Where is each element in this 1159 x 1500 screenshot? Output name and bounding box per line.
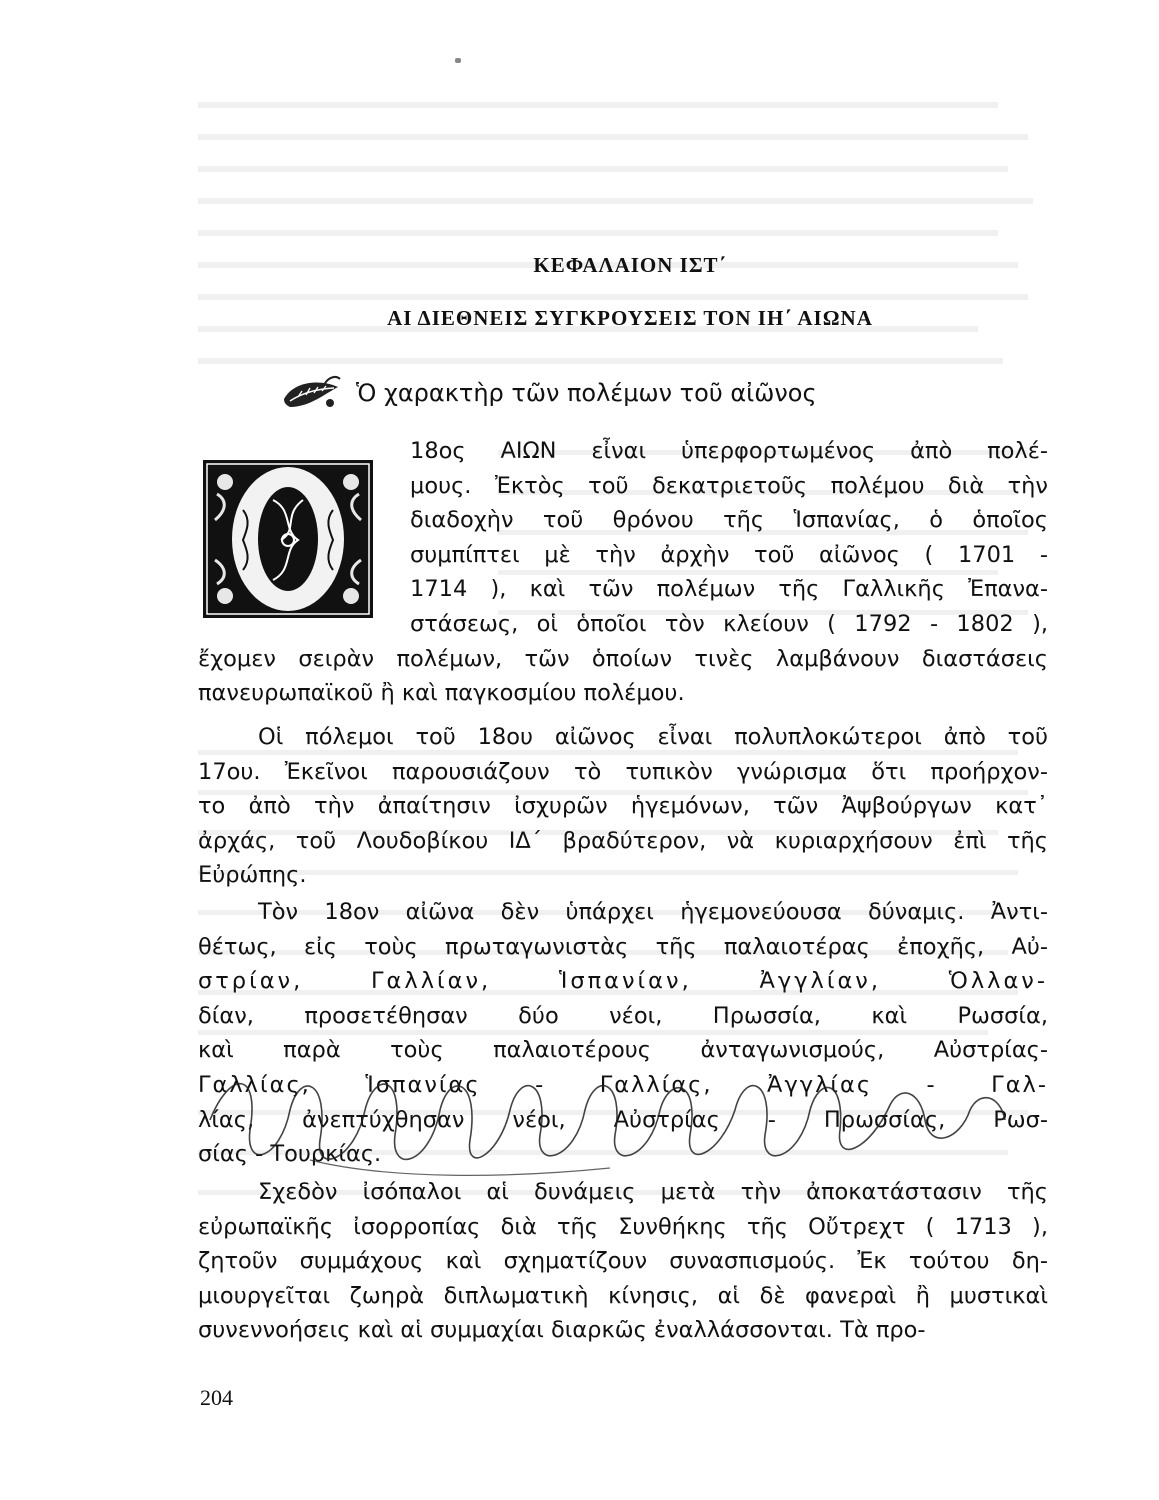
text-line: καὶ παρὰ τοὺς παλαιοτέρους ἀνταγωνισμούς, Αὐστρίας- — [198, 1037, 1048, 1064]
text-line: 18ος ΑΙΩΝ εἶναι ὑπερφορτωμένος ἀπὸ πολέ- — [410, 438, 1048, 464]
page-number: 204 — [200, 1385, 233, 1410]
text-line: μους. Ἐκτὸς τοῦ δεκατριετοῦς πολέμου διὰ τὴν — [410, 472, 1048, 499]
text-line: 1714 ), καὶ τῶν πολέμων τῆς Γαλλικῆς Ἐπανα- — [410, 576, 1048, 603]
section-title: Ὁ χαρακτὴρ τῶν πολέμων τοῦ αἰῶνος — [356, 379, 817, 407]
leaf-ornament-icon — [280, 373, 342, 413]
paragraph-3 — [198, 895, 1048, 1172]
text-line: Τὸν 18ον αἰῶνα δὲν ὑπάρχει ἡγεμονεύουσα δύναμις. Ἀντι- — [258, 899, 1048, 925]
text-line: στάσεως, οἱ ὁποῖοι τὸν κλείουν ( 1792 - 1802 ), — [410, 610, 1048, 637]
text-line: ἔχομεν σειρὰν πολέμων, τῶν ὁποίων τινὲς λαμβάνουν διαστάσεις — [198, 645, 1048, 672]
paragraph-4 — [198, 1175, 1048, 1348]
chapter-title: ΑΙ ΔΙΕΘΝΕΙΣ ΣΥΓΚΡΟΥΣΕΙΣ ΤΟΝ ΙΗ΄ ΑΙΩΝΑ — [387, 306, 873, 330]
text-line: Οἱ πόλεμοι τοῦ 18ου αἰῶνος εἶναι πολυπλοκώτεροι ἀπὸ τοῦ — [258, 724, 1048, 750]
paragraph-1 — [198, 434, 1048, 711]
text-line: στρίαν, Γαλλίαν, Ἱσπανίαν, Ἀγγλίαν, Ὁλλαν- — [198, 968, 1048, 995]
text-line: θέτως, εἰς τοὺς πρωταγωνιστὰς τῆς παλαιοτέρας ἐποχῆς, Αὐ- — [198, 933, 1048, 960]
text-line: ἀρχάς, τοῦ Λουδοβίκου ΙΔ΄ βραδύτερον, νὰ κυριαρχήσουν ἐπὶ τῆς — [198, 827, 1048, 854]
text-line: σίας - Τουρκίας. — [198, 1141, 382, 1168]
text-line: ζητοῦν συμμάχους καὶ σχηματίζουν συνασπισμούς. Ἐκ τούτου δη- — [198, 1248, 1048, 1275]
text-line: συμπίπτει μὲ τὴν ἀρχὴν τοῦ αἰῶνος ( 1701 - — [410, 541, 1048, 568]
text-line: 17ου. Ἐκεῖνοι παρουσιάζουν τὸ τυπικὸν γνώρισμα ὅτι προήρχον- — [198, 758, 1048, 785]
chapter-number: ΚΕΦΑΛΑΙΟΝ ΙΣΤ΄ — [533, 253, 727, 277]
text-line: διαδοχὴν τοῦ θρόνου τῆς Ἱσπανίας, ὁ ὁποῖος — [410, 507, 1048, 534]
text-line: πανευρωπαϊκοῦ ἢ καὶ παγκοσμίου πολέμου. — [198, 680, 685, 707]
text-line: Εὐρώπης. — [198, 862, 307, 889]
text-line: συνεννοήσεις καὶ αἱ συμμαχίαι διαρκῶς ἐναλλάσσονται. Τὰ προ- — [198, 1317, 926, 1344]
text-line: Γαλλίας, Ἱσπανίας - Γαλλίας, Ἀγγλίας - Γαλ- — [198, 1071, 1048, 1098]
text-line: μιουργεῖται ζωηρὰ διπλωματικὴ κίνησις, αἱ δὲ φανεραὶ ἢ μυστικαὶ — [198, 1282, 1048, 1309]
text-line: δίαν, προσετέθησαν δύο νέοι, Πρωσσία, καὶ Ρωσσία, — [198, 1002, 1048, 1029]
paragraph-2 — [198, 720, 1048, 893]
text-line: το ἀπὸ τὴν ἀπαίτησιν ἰσχυρῶν ἡγεμόνων, τῶν Ἀψβούργων κατ᾽ — [198, 793, 1048, 820]
text-line: Σχεδὸν ἰσόπαλοι αἱ δυνάμεις μετὰ τὴν ἀποκατάστασιν τῆς — [258, 1179, 1048, 1205]
ink-speck — [455, 58, 461, 63]
section-heading — [280, 370, 817, 416]
text-line: λίας, ἀνεπτύχθησαν νέοι, Αὐστρίας - Πρωσσίας, Ρωσ- — [198, 1106, 1048, 1133]
text-line: εὐρωπαϊκῆς ἰσορροπίας διὰ τῆς Συνθήκης τῆς Οὔτρεχτ ( 1713 ), — [198, 1213, 1048, 1240]
